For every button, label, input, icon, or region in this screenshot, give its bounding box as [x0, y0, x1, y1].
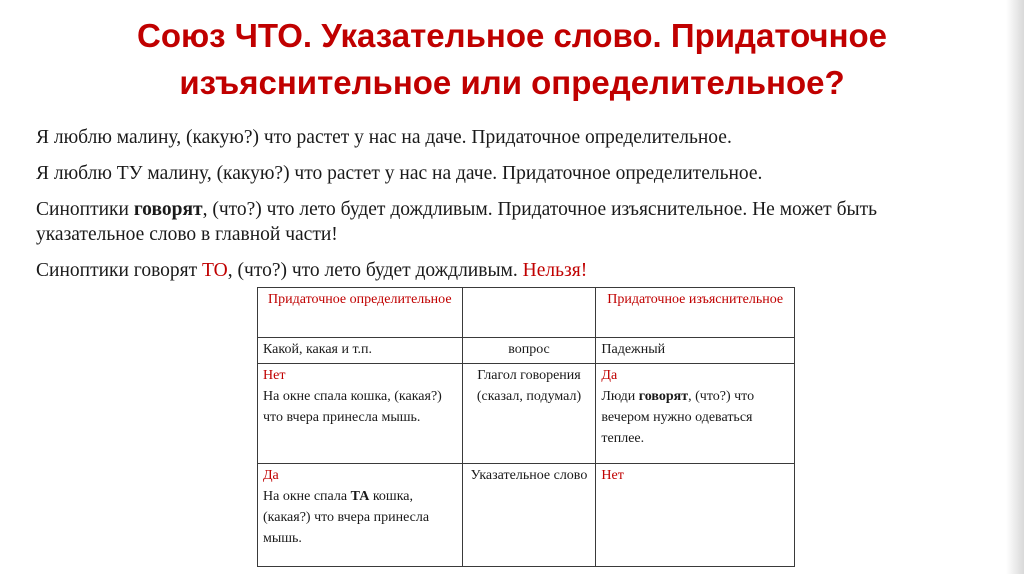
sentence-4-middle: , (что?) что лето будет дождливым.: [227, 260, 523, 281]
question-cell-definitive: Какой, какая и т.п.: [258, 338, 463, 364]
table-row: [258, 338, 795, 364]
speech-verb-cell-explanatory: [596, 364, 795, 464]
flag-yes: Да: [263, 468, 279, 483]
flag-yes: Да: [601, 368, 618, 383]
sentence-3-start: Синоптики: [36, 199, 134, 220]
header-cell-explanatory: Придаточное изъяснительное: [596, 288, 795, 338]
sentence-4-highlight-forbidden: Нельзя!: [522, 260, 588, 281]
demonstrative-cell-label: Указательное слово: [462, 464, 596, 567]
demonstrative-cell-definitive: [258, 464, 463, 567]
example-text-start: На окне спала: [263, 489, 351, 504]
example-text: [263, 486, 457, 549]
sentence-3-bold-verb: говорят: [133, 199, 203, 220]
example-text-rest: кошка, (какая?) что вчера принесла мышь.: [263, 489, 430, 546]
example-text: [601, 386, 789, 449]
flag-no: Нет: [601, 468, 624, 483]
example-sentence-1: Я люблю малину, (какую?) что растет у нас на даче. Придаточное определительное.: [36, 127, 732, 148]
speech-verb-cell-label: Глагол говорения (сказал, подумал): [462, 364, 596, 464]
table-row: [258, 464, 795, 567]
question-cell-explanatory: Падежный: [596, 338, 795, 364]
sentence-4-start: Синоптики говорят: [36, 260, 203, 281]
comparison-table: [257, 287, 795, 567]
demonstrative-cell-explanatory: [596, 464, 795, 567]
slide-title: [40, 12, 984, 106]
speech-verb-cell-definitive: [258, 364, 463, 464]
example-sentence-3: [36, 197, 976, 247]
slide-title-line-2: изъяснительное или определительное?: [179, 64, 845, 101]
slide-title-line-1: Союз ЧТО. Указательное слово. Придаточное: [136, 17, 888, 54]
example-sentence-2: Я люблю ТУ малину, (какую?) что растет у нас на даче. Придаточное определительное.: [36, 163, 763, 184]
header-cell-empty: [462, 288, 596, 338]
header-cell-definitive: Придаточное определительное: [258, 288, 463, 338]
example-text-rest: , (что?) что вечером нужно одеваться теплее.: [601, 389, 755, 446]
sentence-4-highlight-to: ТО: [202, 260, 228, 281]
sentence-3-rest: , (что?) что лето будет дождливым. Придаточное изъяснительное. Не может быть указательное слово в главной части!: [36, 199, 878, 245]
flag-no: Нет: [263, 368, 286, 383]
example-sentence-4: [36, 258, 976, 283]
slide-edge-shadow: [1006, 0, 1024, 574]
example-text-bold: говорят: [638, 389, 689, 404]
example-text: На окне спала кошка, (какая?) что вчера принесла мышь.: [263, 389, 442, 425]
example-text-start: Люди: [601, 389, 639, 404]
table-row: [258, 364, 795, 464]
example-text-bold: ТА: [350, 489, 370, 504]
question-cell-label: вопрос: [462, 338, 596, 364]
table-header-row: [258, 288, 795, 338]
